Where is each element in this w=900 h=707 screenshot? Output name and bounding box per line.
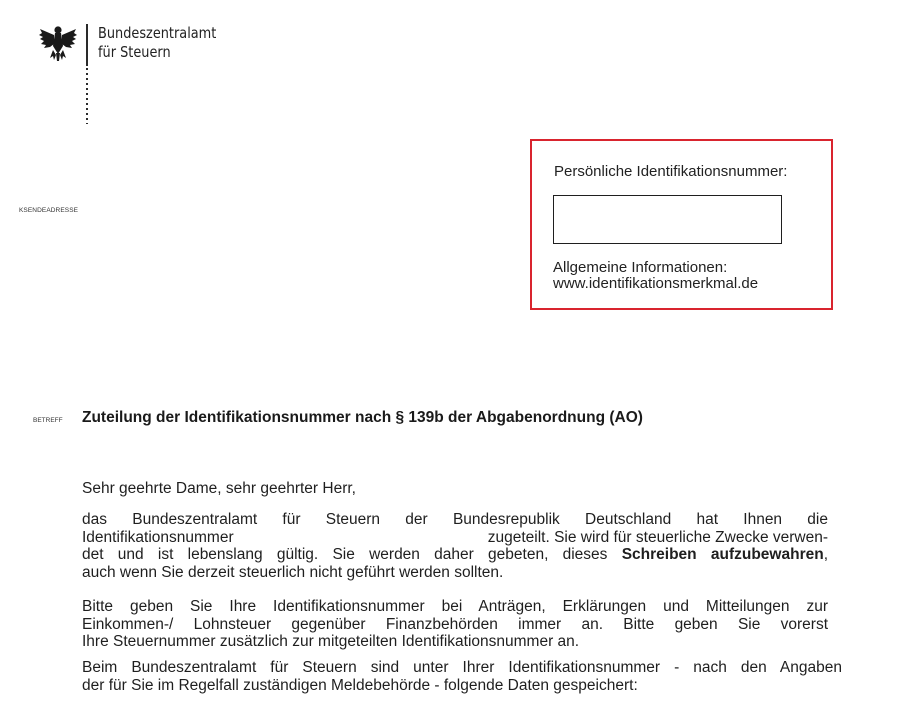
paragraph-line: Bitte geben Sie Ihre Identifikationsnummer bei Anträgen, Erklärungen und Mitteilungen zur <box>82 598 828 615</box>
id-number-label: Persönliche Identifikationsnummer: <box>554 163 788 180</box>
general-info-label: Allgemeine Informationen: <box>553 259 728 276</box>
paragraph-line: auch wenn Sie derzeit steuerlich nicht geführt werden sollten. <box>82 563 504 581</box>
general-info <box>553 260 758 292</box>
paragraph-text: , <box>823 546 829 563</box>
paragraph-stored-data <box>82 659 842 694</box>
paragraph-line: Einkommen-/ Lohnsteuer gegenüber Finanzbehörden immer an. Bitte geben Sie vorerst <box>82 615 828 633</box>
subject-label: BETREFF <box>33 417 63 424</box>
id-number-field <box>553 195 782 244</box>
letterhead-dotted-rule <box>86 68 88 124</box>
paragraph-line: der für Sie im Regelfall zuständigen Meldebehörde - folgende Daten gespeichert: <box>82 676 638 694</box>
org-line-2: für Steuern <box>98 43 171 61</box>
paragraph-assignment <box>82 511 828 581</box>
letterhead-rule <box>86 24 88 66</box>
salutation: Sehr geehrte Dame, sehr geehrter Herr, <box>82 480 356 497</box>
federal-eagle-icon <box>38 24 78 62</box>
paragraph-line <box>82 529 828 547</box>
subject-heading: Zuteilung der Identifikationsnummer nach § 139b der Abgabenordnung (AO) <box>82 409 643 426</box>
emphasis-text: Schreiben aufzubewahren <box>621 546 824 563</box>
organization-name <box>98 24 216 62</box>
sender-address-label: KSENDEADRESSE <box>19 207 79 214</box>
paragraph-text: zugeteilt. Sie wird für steuerliche Zwecke verwen- <box>487 528 828 546</box>
org-line-1: Bundeszentralamt <box>98 24 217 42</box>
paragraph-text: det und ist lebenslang gültig. Sie werden daher gebeten, dieses <box>82 546 608 563</box>
paragraph-line: Beim Bundeszentralamt für Steuern sind unter Ihrer Identifikationsnummer - nach den Angaben <box>82 659 842 676</box>
paragraph-text: Identifikationsnummer <box>82 528 234 546</box>
paragraph-usage <box>82 598 828 651</box>
info-website-link[interactable]: www.identifikationsmerkmal.de <box>553 275 759 292</box>
paragraph-line <box>82 546 828 564</box>
paragraph-line: Ihre Steuernummer zusätzlich zur mitgeteilten Identifikationsnummer an. <box>82 633 580 650</box>
paragraph-line: das Bundeszentralamt für Steuern der Bundesrepublik Deutschland hat Ihnen die <box>82 511 828 528</box>
